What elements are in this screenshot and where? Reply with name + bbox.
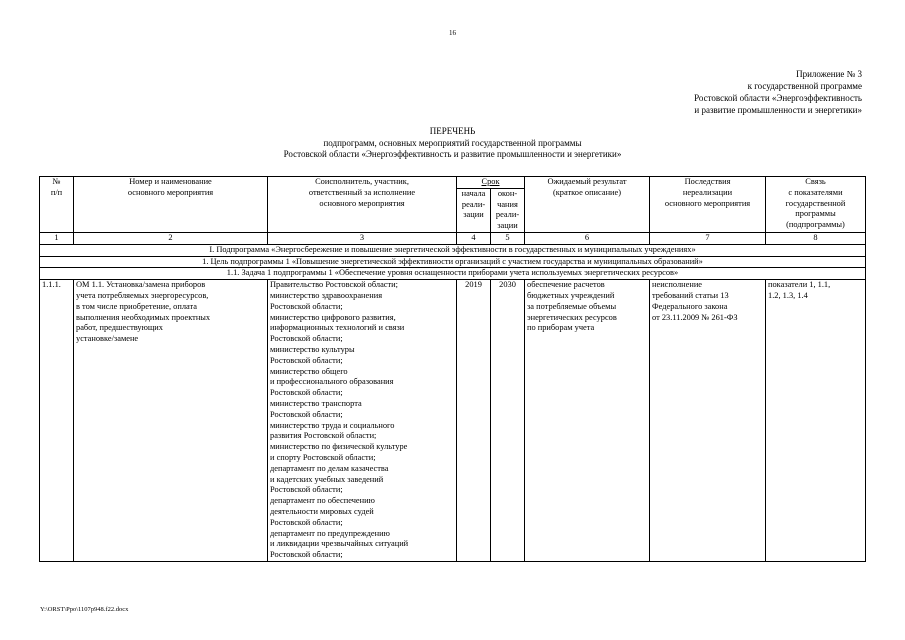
appendix-line: Приложение № 3 xyxy=(796,69,862,79)
header-cell: начала реали- зации xyxy=(457,188,491,232)
column-number: 6 xyxy=(525,232,650,244)
row-number: 1.1.1. xyxy=(40,280,74,562)
section-row xyxy=(40,244,866,256)
task-title: 1.1. Задача 1 подпрограммы 1 «Обеспечение уровня оснащенности приборами учета используемых энергетических ресурсов» xyxy=(40,268,866,280)
column-number-row xyxy=(40,232,866,244)
subprogram-title: I. Подпрограмма «Энергосбережение и повышение энергетической эффективности в государственных и муниципальных учреждениях» xyxy=(40,244,866,256)
measures-table xyxy=(39,176,866,562)
section-row xyxy=(40,268,866,280)
header-cell: Связь с показателями государственной программы (подпрограммы) xyxy=(766,177,866,233)
header-cell: № п/п xyxy=(40,177,74,233)
goal-title: 1. Цель подпрограммы 1 «Повышение энергетической эффективности организаций с участием государства и муниципальных образований» xyxy=(40,256,866,268)
section-row xyxy=(40,256,866,268)
appendix-line: Ростовской области «Энергоэффективность xyxy=(694,93,862,103)
indicator-link: показатели 1, 1.1, 1.2, 1.3, 1.4 xyxy=(766,280,866,562)
header-cell: Ожидаемый результат (краткое описание) xyxy=(525,177,650,233)
column-number: 5 xyxy=(491,232,525,244)
appendix-block xyxy=(694,68,862,116)
column-number: 7 xyxy=(650,232,766,244)
executor-list: Правительство Ростовской области; министерство здравоохранения Ростовской области; министерство цифрового развития, информационных технологий и связи Ростовской области; министерство культуры Ростовской области; министерство общего и профессионального образования Ростовской области; министерство транспорта Ростовской области; министерство труда и социального развития Ростовской области; министерство по физической культуре и спорту Ростовской области; департамент по делам казачества и кадетских учебных заведений Ростовской области; департамент по обеспечению деятельности мировых судей Ростовской области; департамент по предупреждению и ликвидации чрезвычайных ситуаций Ростовской области; xyxy=(268,280,457,562)
document-title xyxy=(0,126,905,161)
expected-result: обеспечение расчетов бюджетных учреждений за потребляемые объемы энергетических ресурсов по приборам учета xyxy=(525,280,650,562)
file-path-footer: Y:\ORST\Ppo\1107p948.f22.docx xyxy=(40,606,129,613)
non-implementation-consequence: неисполнение требований статьи 13 Федерального закона от 23.11.2009 № 261-ФЗ xyxy=(650,280,766,562)
header-cell: окон- чания реали- зации xyxy=(491,188,525,232)
header-cell: Номер и наименование основного мероприятия xyxy=(74,177,268,233)
table-row xyxy=(40,280,866,562)
title-line: Ростовской области «Энергоэффективность и развитие промышленности и энергетики» xyxy=(283,149,622,159)
header-cell: Последствия нереализации основного мероприятия xyxy=(650,177,766,233)
page-number: 16 xyxy=(449,29,456,37)
column-number: 1 xyxy=(40,232,74,244)
column-number: 8 xyxy=(766,232,866,244)
appendix-line: и развитие промышленности и энергетики» xyxy=(694,105,862,115)
title-line: подпрограмм, основных мероприятий государственной программы xyxy=(323,137,582,148)
header-cell-srok: Срок xyxy=(457,177,525,189)
end-year: 2030 xyxy=(491,280,525,562)
measure-name: ОМ 1.1. Установка/замена приборов учета потребляемых энергоресурсов, в том числе приобретение, оплата выполнения необходимых проектных работ, предшествующих установке/замене xyxy=(74,280,268,562)
column-number: 2 xyxy=(74,232,268,244)
start-year: 2019 xyxy=(457,280,491,562)
header-row xyxy=(40,177,866,189)
appendix-line: к государственной программе xyxy=(747,81,862,91)
header-cell: Соисполнитель, участник, ответственный за исполнение основного мероприятия xyxy=(268,177,457,233)
title-heading: ПЕРЕЧЕНЬ xyxy=(429,126,476,136)
column-number: 4 xyxy=(457,232,491,244)
column-number: 3 xyxy=(268,232,457,244)
